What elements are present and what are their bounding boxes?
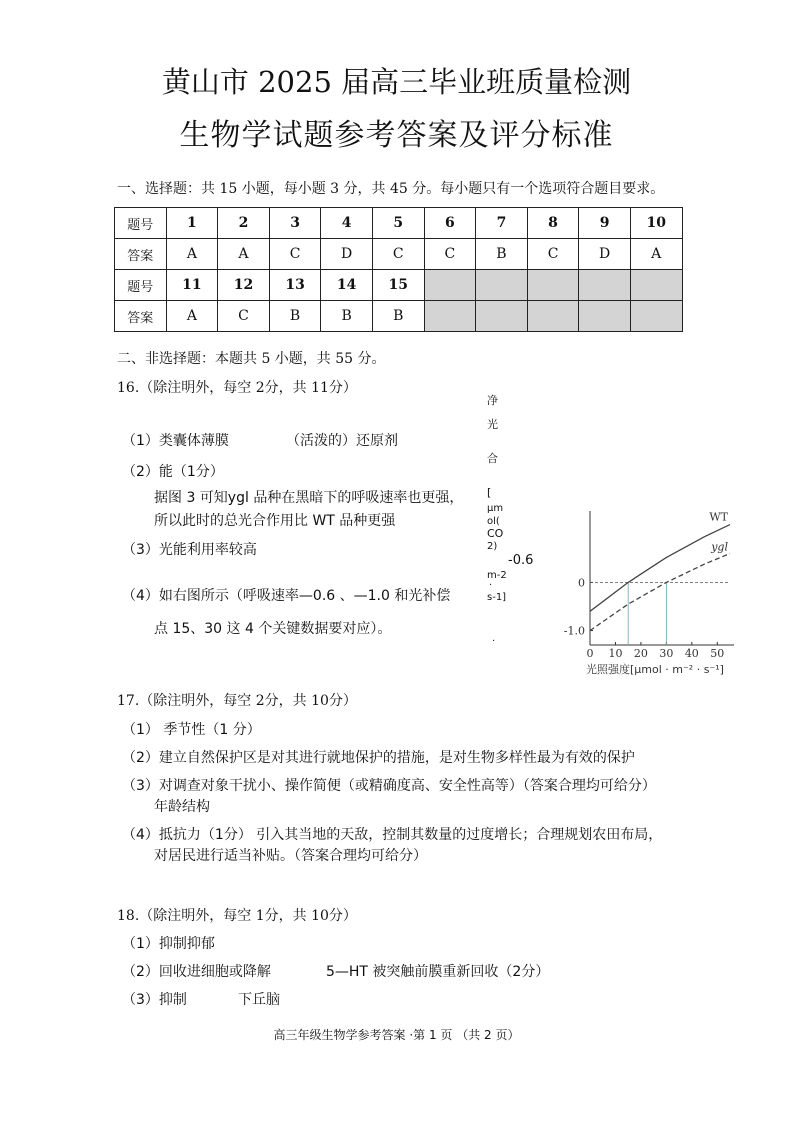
empty-cell — [527, 301, 579, 332]
ylabel-fragment: . — [492, 633, 496, 644]
question-number: 13 — [269, 270, 321, 301]
series-line-ygl — [590, 554, 730, 631]
q17-heading: 17.（除注明外，每空 2分，共 10分） — [117, 693, 357, 709]
legend-label: ygl — [711, 540, 728, 554]
ylabel-fragment: 2) — [487, 541, 498, 552]
ylabel-fragment: · — [489, 580, 493, 591]
series-line-wt — [590, 525, 730, 612]
question-number: 6 — [424, 208, 476, 239]
q18-heading: 18.（除注明外，每空 1分，共 10分） — [117, 908, 357, 924]
q17-answer-4b: 对居民进行适当补贴。（答案合理均可给分） — [154, 848, 427, 864]
q18-answer-2: （2）回收进细胞或降解 — [122, 964, 271, 980]
x-tick-label: 30 — [659, 647, 674, 660]
empty-cell — [527, 270, 579, 301]
ylabel-fragment: -0.6 — [508, 553, 534, 568]
table-row-answers-1 — [115, 239, 683, 270]
answer-cell: B — [476, 239, 528, 270]
ylabel-fragment: 合 — [487, 452, 498, 465]
ylabel-fragment: ol( — [487, 516, 500, 527]
question-number: 5 — [372, 208, 424, 239]
question-number: 3 — [269, 208, 321, 239]
document-title: 黄山市 2025 届高三毕业班质量检测 — [161, 65, 632, 99]
ylabel-fragment: [ — [487, 486, 492, 499]
x-axis-label: 光照强度[μmol · m⁻² · s⁻¹] — [586, 663, 724, 676]
table-row-answers-2 — [115, 301, 683, 332]
q17-answer-2: （2）建立自然保护区是对其进行就地保护的措施，是对生物多样性最为有效的保护 — [122, 750, 635, 766]
question-number: 14 — [321, 270, 373, 301]
ylabel-fragment: s-1] — [487, 592, 507, 603]
answer-cell: A — [630, 239, 682, 270]
legend-label: WT — [709, 510, 728, 524]
q18-answer-2b: 5—HT 被突触前膜重新回收（2分） — [326, 964, 550, 980]
empty-cell — [476, 270, 528, 301]
y-tick-label: 0 — [578, 576, 585, 590]
answer-cell: A — [166, 239, 218, 270]
answer-table — [114, 207, 683, 332]
document-subtitle: 生物学试题参考答案及评分标准 — [179, 118, 614, 153]
q16-answer-4: （4）如右图所示（呼吸速率—0.6 、—1.0 和光补偿 — [122, 588, 451, 604]
q16-heading: 16.（除注明外，每空 2分，共 11分） — [117, 380, 357, 396]
photosynthesis-chart — [555, 505, 745, 680]
ylabel-fragment: CO — [487, 527, 504, 540]
q16-answer-4-line2: 点 15、30 这 4 个关键数据要对应）。 — [154, 621, 392, 637]
page-footer: 高三年级生物学参考答案 ·第 1 页 （共 2 页） — [273, 1028, 520, 1042]
ylabel-fragment: 光 — [487, 418, 498, 431]
y-tick-label: -1.0 — [563, 624, 585, 638]
x-tick-label: 20 — [633, 647, 648, 660]
q17-answer-4: （4）抵抗力（1分） 引入其当地的天敌，控制其数量的过度增长；合理规划农田布局， — [122, 827, 663, 843]
q17-answer-3b: 年龄结构 — [154, 799, 210, 815]
empty-cell — [424, 301, 476, 332]
question-number: 2 — [218, 208, 270, 239]
x-tick-label: 0 — [586, 647, 594, 660]
answer-cell: C — [218, 301, 270, 332]
section2-intro: 二、非选择题：本题共 5 小题，共 55 分。 — [117, 351, 386, 367]
q16-answer-3: （3）光能利用率较高 — [122, 542, 257, 558]
question-number: 7 — [476, 208, 528, 239]
q17-answer-3: （3）对调查对象干扰小、操作简便（或精确度高、安全性高等）（答案合理均可给分） — [122, 778, 656, 794]
answer-cell: C — [372, 239, 424, 270]
question-number: 4 — [321, 208, 373, 239]
q18-answer-3: （3）抑制 — [122, 992, 187, 1008]
answer-cell: C — [424, 239, 476, 270]
row-label-question: 题号 — [115, 208, 167, 239]
q16-answer-1b: （活泼的）还原剂 — [286, 433, 398, 449]
answer-cell: A — [166, 301, 218, 332]
q16-answer-2-line1: 据图 3 可知ygl 品种在黑暗下的呼吸速率也更强， — [154, 490, 464, 506]
answer-cell: C — [269, 239, 321, 270]
q16-answer-1: （1）类囊体薄膜 — [122, 433, 229, 449]
empty-cell — [630, 270, 682, 301]
empty-cell — [476, 301, 528, 332]
ylabel-fragment: 净 — [487, 394, 498, 407]
question-number: 10 — [630, 208, 682, 239]
q18-answer-3b: 下丘脑 — [238, 992, 280, 1008]
q17-answer-1: （1） 季节性（1 分） — [122, 722, 261, 738]
answer-cell: D — [321, 239, 373, 270]
section1-intro: 一、选择题：共 15 小题，每小题 3 分，共 45 分。每小题只有一个选项符合题目要求。 — [117, 181, 665, 197]
empty-cell — [579, 301, 631, 332]
table-row-numbers-1 — [115, 208, 683, 239]
x-tick-label: 10 — [608, 647, 623, 660]
answer-cell: A — [218, 239, 270, 270]
empty-cell — [579, 270, 631, 301]
row-label-question: 题号 — [115, 270, 167, 301]
answer-cell: B — [269, 301, 321, 332]
ylabel-fragment: m-2 — [487, 570, 507, 581]
answer-cell: B — [372, 301, 424, 332]
answer-cell: B — [321, 301, 373, 332]
answer-cell: D — [579, 239, 631, 270]
empty-cell — [424, 270, 476, 301]
q18-answer-1: （1）抑制抑郁 — [122, 936, 215, 952]
question-number: 8 — [527, 208, 579, 239]
empty-cell — [630, 301, 682, 332]
question-number: 1 — [166, 208, 218, 239]
table-row-numbers-2 — [115, 270, 683, 301]
question-number: 11 — [166, 270, 218, 301]
row-label-answer: 答案 — [115, 239, 167, 270]
answer-cell: C — [527, 239, 579, 270]
question-number: 9 — [579, 208, 631, 239]
x-tick-label: 40 — [684, 647, 699, 660]
question-number: 12 — [218, 270, 270, 301]
row-label-answer: 答案 — [115, 301, 167, 332]
x-tick-label: 50 — [710, 647, 725, 660]
ylabel-fragment: μm — [487, 503, 504, 514]
question-number: 15 — [372, 270, 424, 301]
q16-answer-2-line2: 所以此时的总光合作用比 WT 品种更强 — [154, 513, 396, 529]
q16-answer-2: （2）能（1分） — [122, 464, 224, 480]
